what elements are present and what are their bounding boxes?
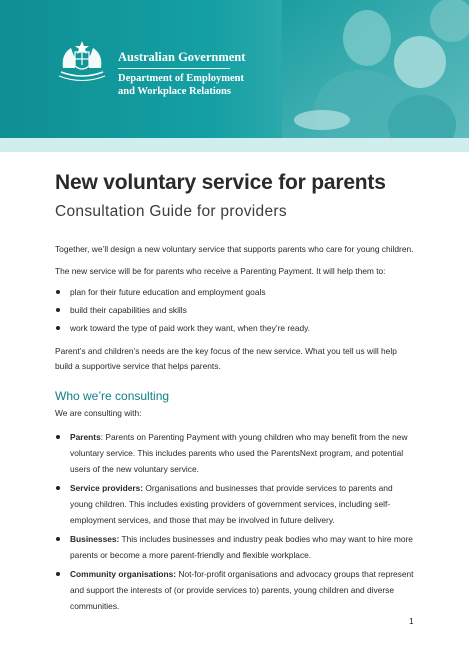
- group-label: Service providers:: [70, 483, 144, 493]
- group-description: This includes businesses and industry peak bodies who may want to hire more parents or become a more parent-friendly and flexible workplace.: [70, 534, 413, 560]
- document-body: [55, 170, 415, 617]
- branding-divider: [118, 68, 230, 69]
- department-name-line1: Department of Employment: [118, 73, 244, 84]
- section-heading: Who we’re consulting: [55, 389, 170, 403]
- document-title: New voluntary service for parents: [55, 171, 386, 194]
- intro-paragraph: Together, we’ll design a new voluntary service that supports parents who care for young children.: [55, 244, 414, 254]
- government-branding: [118, 50, 245, 98]
- help-list: [55, 285, 415, 336]
- list-item: work toward the type of paid work they want, when they’re ready.: [55, 321, 415, 336]
- group-description: : Parents on Parenting Payment with young children who may benefit from the new voluntary service. This includes parents who used the ParentsNext program, and potential users of the new voluntary service.: [70, 432, 408, 474]
- list-item: plan for their future education and employment goals: [55, 285, 415, 300]
- group-label: Parents: [70, 432, 101, 442]
- document-subtitle: Consultation Guide for providers: [55, 203, 287, 220]
- group-label: Community organisations:: [70, 569, 177, 579]
- government-name: Australian Government: [118, 50, 246, 64]
- header-banner: [0, 0, 469, 138]
- coat-of-arms-icon: [55, 38, 109, 84]
- consulting-intro: We are consulting with:: [55, 408, 142, 418]
- banner-accent-strip: [0, 138, 469, 152]
- group-label: Businesses:: [70, 534, 120, 544]
- group-description: Organisations and businesses that provide services to parents and young children. This includes existing providers of government services, including self-employment services, and those that may be involved in future delivery.: [70, 483, 393, 525]
- department-name-line2: and Workplace Relations: [118, 86, 231, 97]
- list-item: [55, 480, 415, 528]
- page-number: 1: [409, 616, 414, 626]
- list-item: build their capabilities and skills: [55, 303, 415, 318]
- consulting-groups-list: [55, 429, 415, 614]
- list-item: [55, 566, 415, 614]
- service-paragraph: The new service will be for parents who receive a Parenting Payment. It will help them to:: [55, 266, 386, 276]
- parent-child-photo: [282, 0, 469, 138]
- list-item: [55, 531, 415, 563]
- list-item: [55, 429, 415, 477]
- group-description: Not-for-profit organisations and advocacy groups that represent and support the interests of (or provide services to) parents, young children and diverse communities.: [70, 569, 414, 611]
- focus-paragraph: Parent’s and children’s needs are the key focus of the new service. What you tell us will help build a supportive service that helps parents.: [55, 346, 397, 371]
